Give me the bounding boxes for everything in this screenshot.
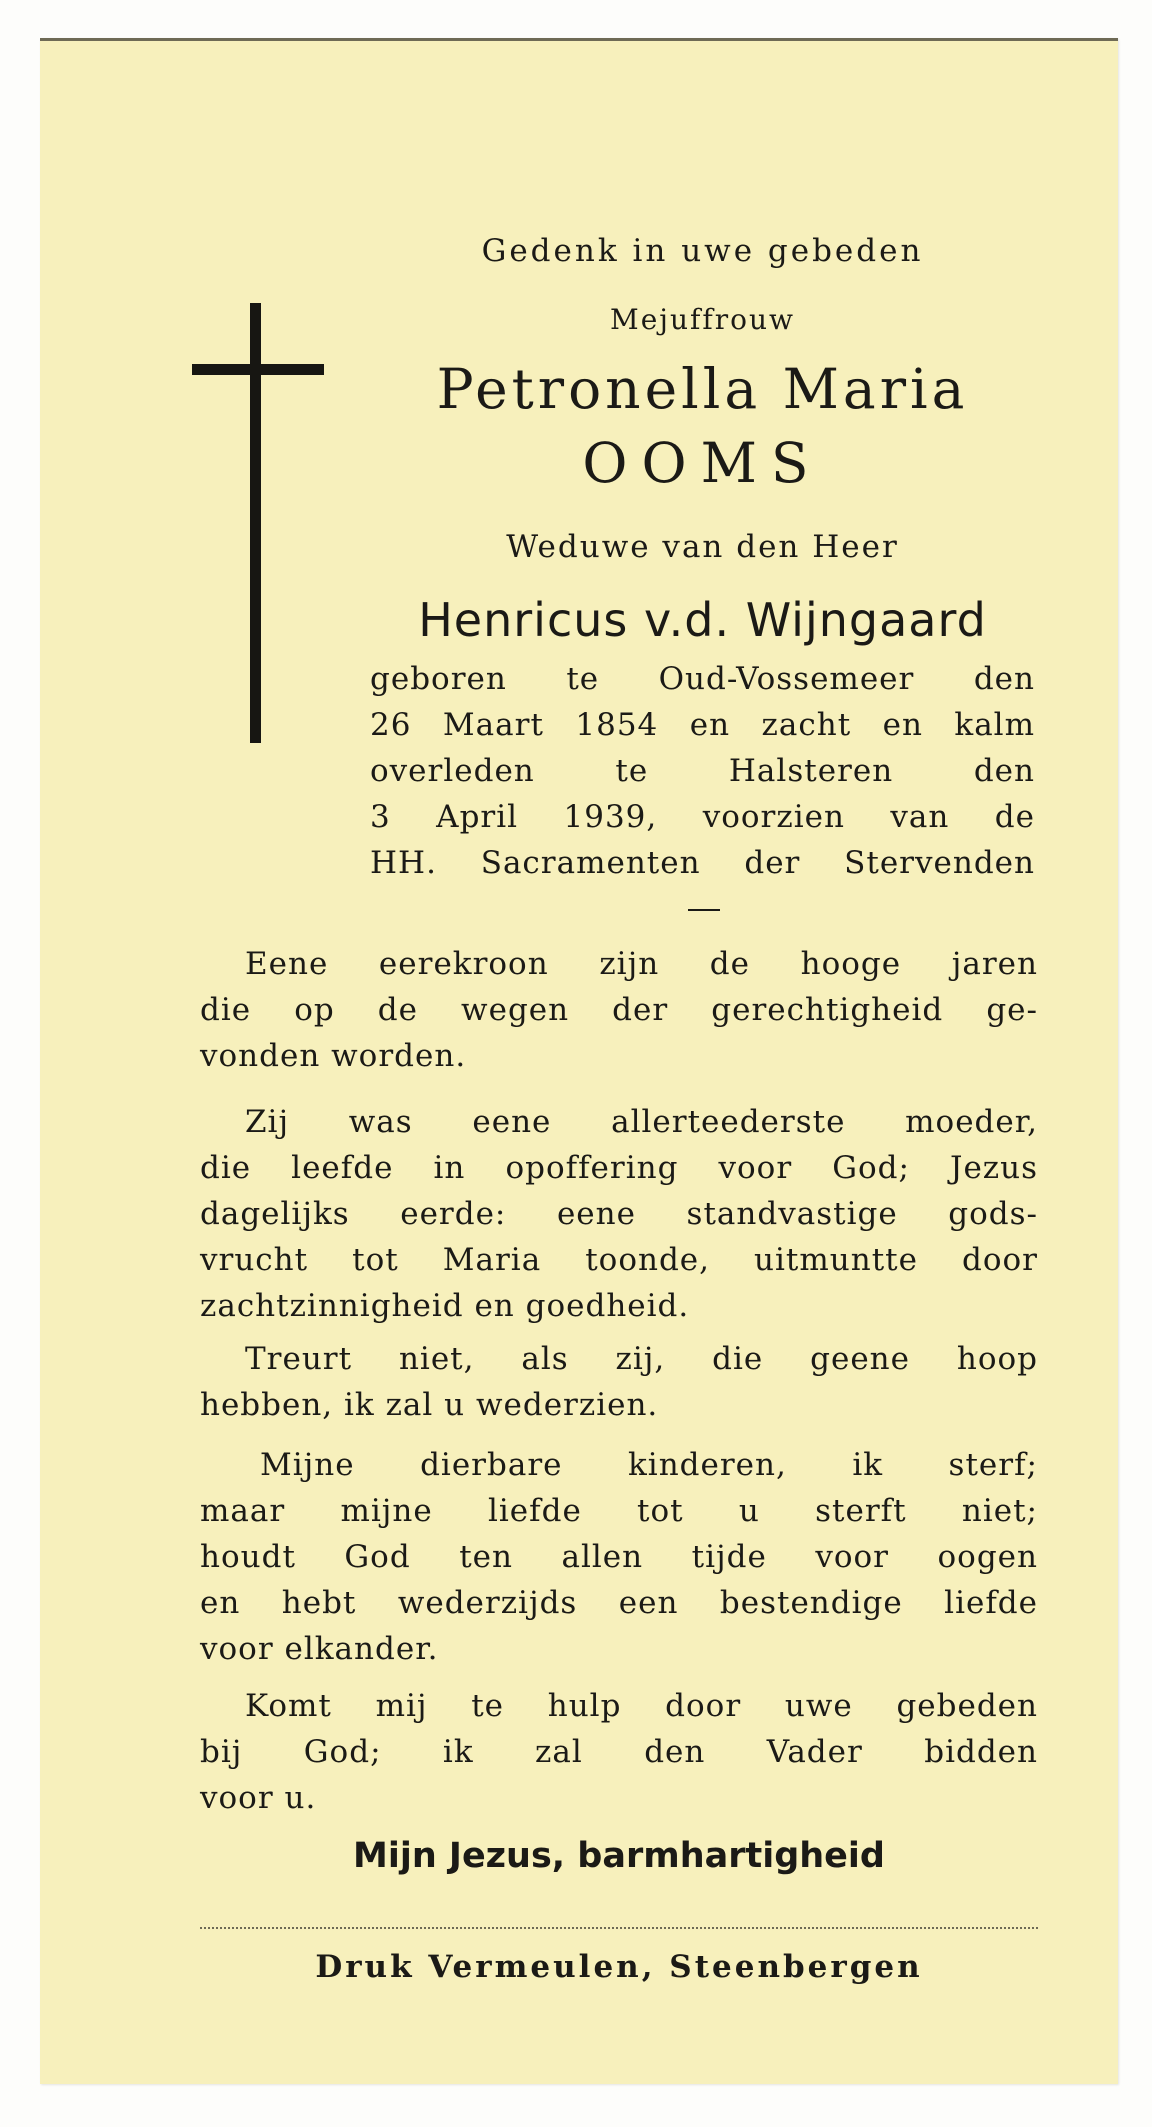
paragraph-line: Eene eerekroon zijn de hooge jaren xyxy=(245,946,1038,982)
paragraph-line: die leefde in opoffering voor God; Jezus xyxy=(200,1150,1038,1186)
bio-line: 3 April 1939, voorzien van de xyxy=(370,799,1035,835)
paragraph-line: dagelijks eerde: eene standvastige gods- xyxy=(200,1196,1038,1232)
cross-icon-bar xyxy=(192,364,324,375)
bio-line: HH. Sacramenten der Stervenden xyxy=(370,845,1035,881)
paragraph-line: bij God; ik zal den Vader bidden xyxy=(200,1734,1038,1770)
title-line: Mejuffrouw xyxy=(610,303,795,336)
separator-dash xyxy=(688,909,720,911)
paragraph-line: hebben, ik zal u wederzien. xyxy=(200,1387,659,1423)
paragraph-line: maar mijne liefde tot u sterft niet; xyxy=(200,1493,1038,1529)
first-names: Petronella Maria xyxy=(436,357,969,421)
paragraph-line: vonden worden. xyxy=(200,1038,467,1074)
paragraph-line: en hebt wederzijds een bestendige liefde xyxy=(200,1585,1038,1621)
paragraph-line: Treurt niet, als zij, die geene hoop xyxy=(245,1341,1038,1377)
paragraph-line: voor u. xyxy=(200,1780,317,1816)
paragraph-line: zachtzinnigheid en goedheid. xyxy=(200,1288,690,1324)
closing-prayer: Mijn Jezus, barmhartigheid xyxy=(353,1836,885,1876)
paragraph-line: Zij was eene allerteederste moeder, xyxy=(245,1104,1038,1140)
bio-line: geboren te Oud-Vossemeer den xyxy=(370,661,1035,697)
memorial-card xyxy=(40,38,1118,2084)
paragraph-line: Mijne dierbare kinderen, ik sterf; xyxy=(260,1447,1038,1483)
paragraph-line: voor elkander. xyxy=(200,1631,439,1667)
widow-line: Weduwe van den Heer xyxy=(506,529,899,565)
bio-line: 26 Maart 1854 en zacht en kalm xyxy=(370,707,1035,743)
paragraph-line: die op de wegen der gerechtigheid ge- xyxy=(200,992,1038,1028)
intro-line: Gedenk in uwe gebeden xyxy=(481,233,924,269)
paragraph-line: Komt mij te hulp door uwe gebeden xyxy=(245,1688,1038,1724)
paragraph-line: houdt God ten allen tijde voor oogen xyxy=(200,1539,1038,1575)
surname: OOMS xyxy=(582,431,823,495)
bio-line: overleden te Halsteren den xyxy=(370,753,1035,789)
dotted-divider xyxy=(200,1927,1038,1929)
printer-credit: Druk Vermeulen, Steenbergen xyxy=(315,1949,923,1985)
paragraph-line: vrucht tot Maria toonde, uitmuntte door xyxy=(200,1242,1038,1278)
husband-name: Henricus v.d. Wijngaard xyxy=(418,593,987,647)
